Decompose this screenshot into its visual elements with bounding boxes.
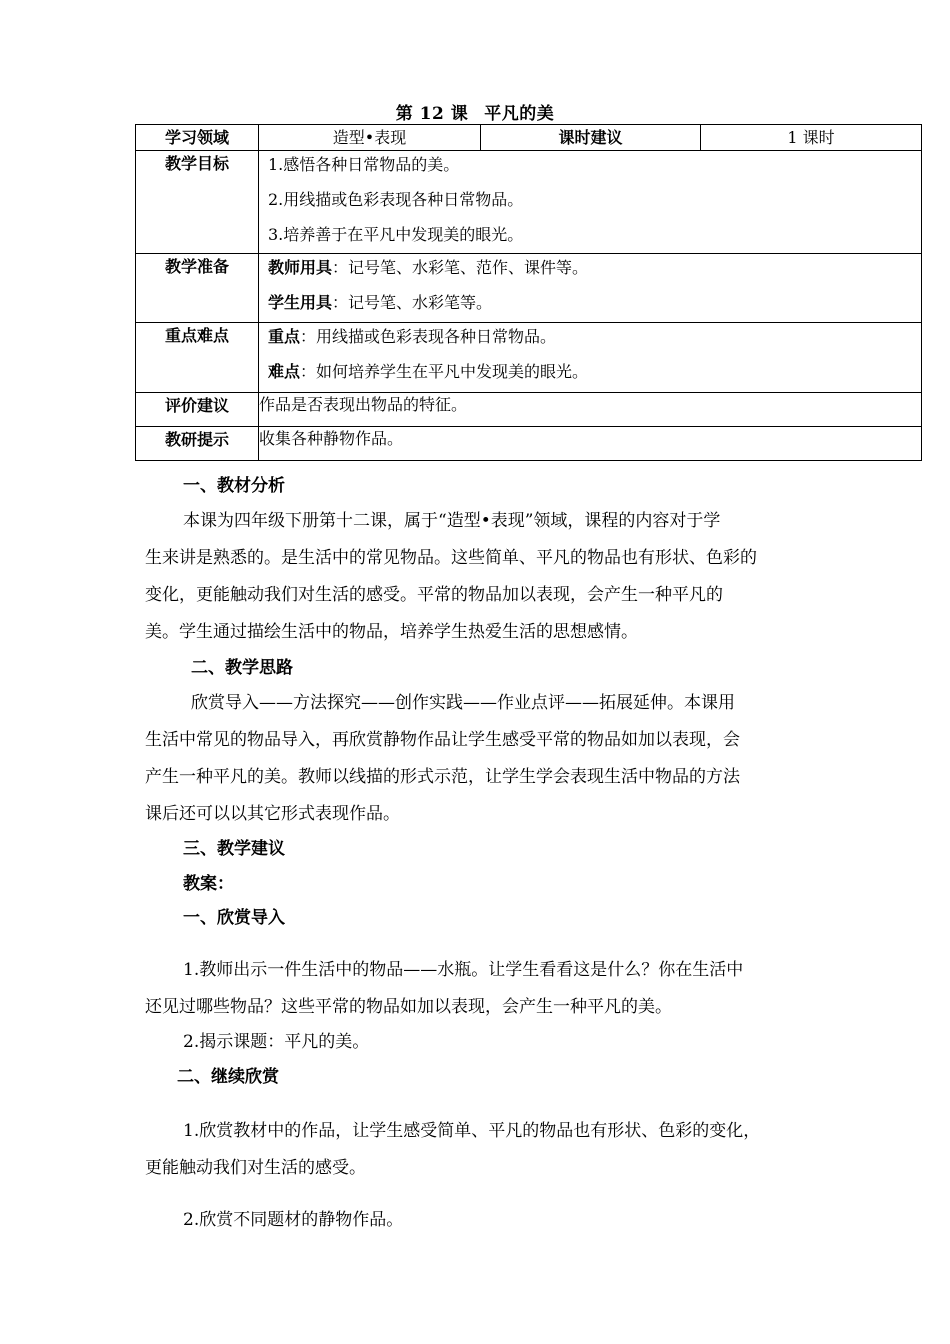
paragraph-line: 更能触动我们对生活的感受。	[145, 1158, 366, 1178]
section-heading-analysis: 一、教材分析	[183, 476, 285, 496]
focus-item	[268, 325, 921, 360]
prep-teacher	[268, 256, 921, 291]
focus-key: 重点	[268, 327, 301, 346]
focus-label: 重点难点	[136, 323, 259, 393]
row-research	[136, 427, 922, 461]
row-eval	[136, 393, 922, 427]
lesson-title	[0, 99, 950, 124]
section-heading-approach: 二、教学思路	[191, 658, 293, 678]
prep-student-key: 学生用具	[268, 293, 333, 312]
section-heading-suggestions: 三、教学建议	[183, 839, 285, 859]
area-label: 学习领域	[136, 125, 259, 151]
paragraph-line: 课后还可以以其它形式表现作品。	[145, 804, 400, 824]
paragraph-line: 1.教师出示一件生活中的物品——水瓶。让学生看看这是什么？你在生活中	[183, 960, 744, 980]
research-label: 教研提示	[136, 427, 259, 461]
prep-teacher-key: 教师用具	[268, 258, 333, 277]
paragraph-line: 还见过哪些物品？这些平常的物品如加以表现，会产生一种平凡的美。	[145, 997, 672, 1017]
prep-teacher-value: ：记号笔、水彩笔、范作、课件等。	[332, 258, 589, 277]
eval-value: 作品是否表现出物品的特征。	[259, 393, 922, 427]
paragraph-line: 变化，更能触动我们对生活的感受。平常的物品加以表现，会产生一种平凡的	[145, 585, 723, 605]
hours-value: 1 课时	[701, 125, 922, 151]
paragraph-line: 生活中常见的物品导入，再欣赏静物作品让学生感受平常的物品如加以表现，会	[145, 730, 740, 750]
goal-item: 2.用线描或色彩表现各种日常物品。	[268, 190, 524, 209]
paragraph-line: 美。学生通过描绘生活中的物品，培养学生热爱生活的思想感情。	[145, 622, 638, 642]
focus-value: ：用线描或色彩表现各种日常物品。	[300, 327, 557, 346]
goals-label: 教学目标	[136, 151, 259, 254]
difficulty-item	[268, 360, 921, 395]
paragraph-line: 本课为四年级下册第十二课，属于“造型•表现”领域，课程的内容对于学	[183, 511, 721, 531]
plan-heading-intro: 一、欣赏导入	[183, 908, 285, 928]
row-prep	[136, 254, 922, 323]
lesson-plan-label: 教案：	[183, 874, 234, 894]
lesson-name: 平凡的美	[484, 104, 555, 124]
research-value: 收集各种静物作品。	[259, 427, 922, 461]
paragraph-line: 2.揭示课题：平凡的美。	[183, 1032, 370, 1052]
goal-item: 1.感悟各种日常物品的美。	[268, 155, 460, 174]
paragraph-line: 欣赏导入——方法探究——创作实践——作业点评——拓展延伸。本课用	[191, 693, 735, 713]
goal-item: 3.培养善于在平凡中发现美的眼光。	[268, 225, 524, 244]
eval-label: 评价建议	[136, 393, 259, 427]
paragraph-line: 产生一种平凡的美。教师以线描的形式示范，让学生学会表现生活中物品的方法	[145, 767, 740, 787]
lesson-info-table	[135, 124, 922, 461]
row-goals	[136, 151, 922, 254]
prep-label: 教学准备	[136, 254, 259, 323]
prep-student-value: ：记号笔、水彩笔等。	[332, 293, 493, 312]
plan-heading-appreciation: 二、继续欣赏	[177, 1067, 279, 1087]
difficulty-key: 难点	[268, 362, 301, 381]
area-value: 造型•表现	[259, 125, 481, 151]
paragraph-line: 1.欣赏教材中的作品，让学生感受简单、平凡的物品也有形状、色彩的变化，	[183, 1121, 761, 1141]
row-area	[136, 125, 922, 151]
difficulty-value: ：如何培养学生在平凡中发现美的眼光。	[300, 362, 589, 381]
row-focus	[136, 323, 922, 393]
hours-label: 课时建议	[481, 125, 701, 151]
paragraph-line: 2.欣赏不同题材的静物作品。	[183, 1210, 404, 1230]
prep-student	[268, 291, 921, 326]
paragraph-line: 生来讲是熟悉的。是生活中的常见物品。这些简单、平凡的物品也有形状、色彩的	[145, 548, 757, 568]
lesson-number: 第 12 课	[395, 104, 469, 124]
